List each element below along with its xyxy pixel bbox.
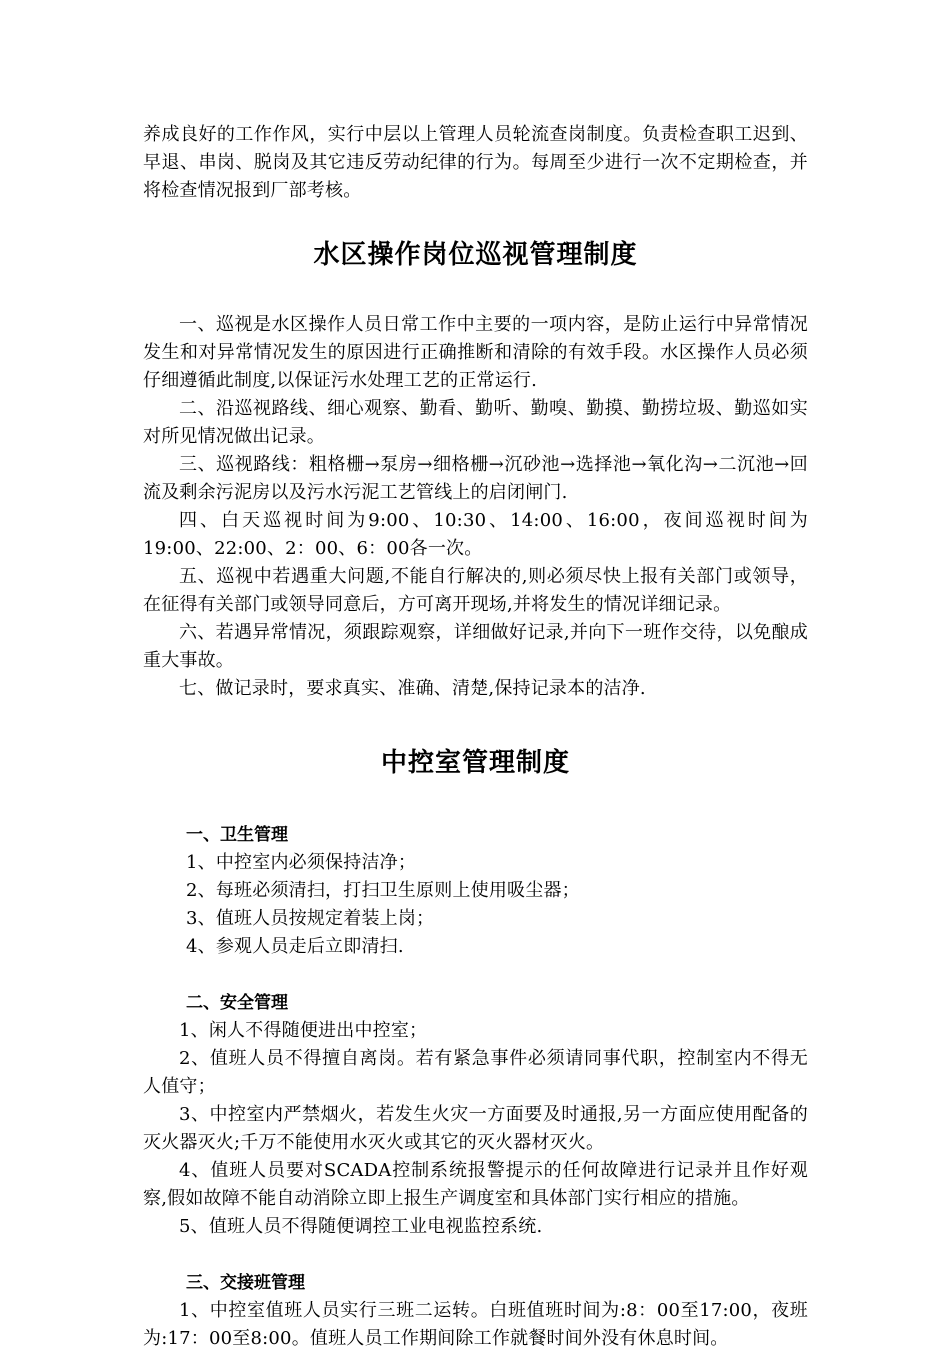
- patrol-regulation-title: 水区操作岗位巡视管理制度: [313, 240, 638, 270]
- safety-item-2: 2、值班人员不得擅自离岗。若有紧急事件必须请同事代职，控制室内不得无人值守；: [143, 1048, 808, 1097]
- hygiene-item-3: 3、值班人员按规定着装上岗；: [186, 908, 435, 929]
- hygiene-item-2: 2、每班必须清扫，打扫卫生原则上使用吸尘器；: [186, 880, 580, 901]
- patrol-regulation-section: [143, 311, 808, 703]
- hygiene-heading: 一、卫生管理: [186, 825, 288, 845]
- safety-section: [143, 989, 808, 1241]
- safety-item-1: 1、闲人不得随便进出中控室；: [179, 1020, 428, 1041]
- patrol-clause-7: 七、做记录时，要求真实、准确、清楚,保持记录本的洁净.: [179, 678, 646, 699]
- patrol-clause-1: 一、巡视是水区操作人员日常工作中主要的一项内容，是防止运行中异常情况发生和对异常情况发生的原因进行正确推断和清除的有效手段。水区操作人员必须仔细遵循此制度,以保证污水处理工艺的正常运行.: [143, 314, 808, 391]
- intro-paragraph: 养成良好的工作作风，实行中层以上管理人员轮流查岗制度。负责检查职工迟到、早退、串岗、脱岗及其它违反劳动纪律的行为。每周至少进行一次不定期检查，并将检查情况报到厂部考核。: [143, 124, 808, 201]
- safety-heading: 二、安全管理: [186, 993, 288, 1013]
- safety-item-3: 3、中控室内严禁烟火，若发生火灾一方面要及时通报,另一方面应使用配备的灭火器灭火;千万不能使用水灭火或其它的灭火器材灭火。: [143, 1104, 808, 1153]
- handover-heading: 三、交接班管理: [186, 1273, 305, 1293]
- patrol-clause-5: 五、巡视中若遇重大问题,不能自行解决的,则必须尽快上报有关部门或领导，在征得有关部门或领导同意后，方可离开现场,并将发生的情况详细记录。: [143, 566, 808, 615]
- patrol-clause-6: 六、若遇异常情况，须跟踪观察，详细做好记录,并向下一班作交待，以免酿成重大事故。: [143, 622, 808, 671]
- hygiene-section: [143, 821, 808, 961]
- handover-item-1: 1、中控室值班人员实行三班二运转。白班值班时间为:8：00至17:00，夜班为:17：00至8:00。值班人员工作期间除工作就餐时间外没有休息时间。: [143, 1300, 808, 1349]
- patrol-clause-4: 四、白天巡视时间为9:00、10:30、14:00、16:00，夜间巡视时间为19:00、22:00、2：00、6：00各一次。: [143, 510, 808, 559]
- safety-item-5: 5、值班人员不得随便调控工业电视监控系统.: [179, 1216, 543, 1237]
- hygiene-item-1: 1、中控室内必须保持洁净；: [186, 852, 417, 873]
- patrol-clause-3: 三、巡视路线：粗格栅→泵房→细格栅→沉砂池→选择池→氧化沟→二沉池→回流及剩余污泥房以及污水污泥工艺管线上的启闭闸门.: [143, 454, 808, 503]
- document-body: [143, 121, 808, 1353]
- handover-section: [143, 1269, 808, 1353]
- control-room-regulation-title: 中控室管理制度: [380, 748, 570, 778]
- safety-item-4: 4、值班人员要对SCADA控制系统报警提示的任何故障进行记录并且作好观察,假如故障不能自动消除立即上报生产调度室和具体部门实行相应的措施。: [143, 1160, 808, 1209]
- patrol-clause-2: 二、沿巡视路线、细心观察、勤看、勤听、勤嗅、勤摸、勤捞垃圾、勤巡如实对所见情况做出记录。: [143, 398, 808, 447]
- hygiene-item-4: 4、参观人员走后立即清扫.: [186, 936, 404, 957]
